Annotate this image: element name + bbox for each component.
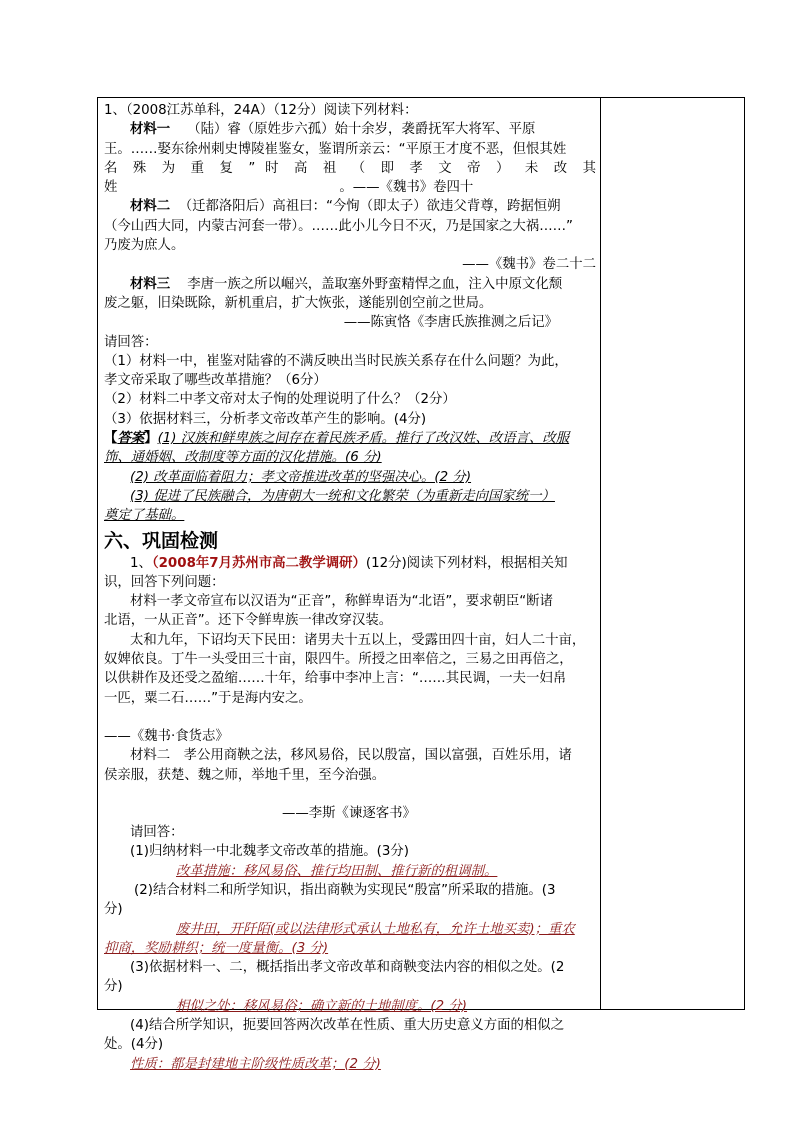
s6-sub-question-3: 分) — [104, 979, 123, 995]
material-2-label: 材料二 — [130, 199, 171, 215]
section6-question-header: 识，回答下列问题： — [104, 574, 225, 590]
material-1-source: 姓 。——《魏书》卷四十 — [104, 180, 474, 196]
answer-3: (3) 促进了民族融合，为唐朝大一统和文化繁荣（为重新走向国家统一） — [130, 488, 555, 504]
answer-1: 饰、通婚姻、改制度等方面的汉化措施。(6 分) — [104, 450, 382, 466]
answer-2: (2) 改革面临着阻力；孝文帝推进改革的坚强决心。(2 分) — [130, 469, 472, 485]
s6-sub-question-1: (1)归纳材料一中北魏孝文帝改革的措施。(3分) — [130, 844, 409, 860]
s6-answer-3: 相似之处：移风易俗；确立新的土地制度。(2 分) — [176, 998, 468, 1014]
answer-1: 【答案】(1) 汉族和鲜卑族之间存在着民族矛盾。推行了改汉姓、改语言、改服 — [104, 431, 570, 447]
section6-question-header: 1、（2008年7月苏州市高二教学调研）(12分)阅读下列材料，根据相关知 — [130, 555, 568, 571]
s6-material-2-line: 侯亲服，获楚、魏之师，举地千里，至今治强。 — [104, 767, 386, 783]
s6-sub-question-3: (3)依据材料一、二，概括指出孝文帝改革和商鞅变法内容的相似之处。(2 — [130, 960, 565, 976]
side-column-empty — [601, 98, 744, 1009]
s6-ask-prompt: 请回答： — [130, 825, 184, 841]
s6-answer-4: 性质：都是封建地主阶级性质改革；(2 分) — [130, 1056, 381, 1072]
answer-label: 答案 — [117, 431, 145, 447]
material-1-line: 材料一 （陆）睿（原姓步六孤）始十余岁，袭爵抚军大将军、平原 — [130, 122, 536, 138]
s6-material-1-line: 太和九年，下诏均天下民田：诸男夫十五以上，受露田四十亩，妇人二十亩， — [130, 632, 586, 648]
s6-sub-question-2: 分) — [104, 902, 123, 918]
s6-material-2-source: ——李斯《谏逐客书》 — [282, 805, 416, 821]
sub-question-1: 孝文帝采取了哪些改革措施？（6分） — [104, 373, 327, 389]
s6-answer-1: 改革措施：移风易俗、推行均田制、推行新的租调制。 — [176, 863, 498, 879]
s6-sub-question-4: (4)结合所学知识，扼要回答两次改革在性质、重大历史意义方面的相似之 — [130, 1018, 565, 1034]
ask-prompt: 请回答： — [104, 334, 158, 350]
question-1-header: 1、（2008江苏单科，24A）（12分）阅读下列材料： — [104, 103, 418, 118]
material-2-line: （今山西大同，内蒙古河套一带）。……此小儿今日不灭，乃是国家之大祸……” — [104, 218, 573, 234]
material-1-line: 名 殊 为 重 复 ” 时 高 祖 （ 即 孝 文 帝 ） 未 改 其 — [104, 160, 596, 176]
material-1-label: 材料一 — [130, 122, 171, 138]
document-table — [97, 97, 745, 1072]
sub-question-2: （2）材料二中孝文帝对太子恂的处理说明了什么？（2分） — [104, 392, 456, 408]
s6-answer-2: 废井田，开阡陌(或以法律形式承认土地私有，允许土地买卖)；重农 — [176, 921, 575, 937]
s6-material-2-line: 材料二 孝公用商鞅之法，移风易俗，民以殷富，国以富强，百姓乐用，诸 — [130, 748, 572, 764]
s6-material-1-line: 奴婢依良。丁牛一头受田三十亩，限四牛。所授之田率倍之，三易之田再倍之， — [104, 652, 573, 668]
material-3-source: ——陈寅恪《李唐氏族推测之后记》 — [343, 315, 558, 331]
material-3-line: 废之躯，旧染既除，新机重启，扩大恢张，遂能别创空前之世局。 — [104, 295, 493, 311]
s6-material-1-line: 以供耕作及还受之盈缩……十年，给事中李冲上言：“……其民调，一夫一妇帛 — [104, 671, 567, 687]
material-2-source: ——《魏书》卷二十二 — [462, 257, 596, 273]
s6-sub-question-4: 处。(4分) — [104, 1037, 164, 1053]
material-3-label: 材料三 — [130, 276, 171, 292]
material-3-line: 材料三 李唐一族之所以崛兴，盖取塞外野蛮精悍之血，注入中原文化颓 — [130, 276, 563, 292]
s6-sub-question-2: (2)结合材料二和所学知识，指出商鞅为实现民“殷富”所采取的措施。(3 — [134, 882, 556, 898]
s6-answer-2: 抑商，奖励耕织；统一度量衡。(3 分) — [104, 940, 329, 956]
material-2-line: 材料二 （迁都洛阳后）高祖曰：“今恂（即太子）欲违父背尊，跨据恒朔 — [130, 199, 561, 215]
s6-material-1-source: ——《魏书·食货志》 — [104, 728, 229, 744]
s6-material-1-line: 材料一孝文帝宣布以汉语为“正音”，称鲜卑语为“北语”，要求朝臣“断诸 — [130, 594, 554, 610]
s6-material-1-line: 一匹，粟二石……”于是海内安之。 — [104, 690, 312, 706]
material-2-line: 乃废为庶人。 — [104, 238, 185, 254]
main-content — [104, 101, 596, 1074]
material-1-line: 王。……娶东徐州刺史博陵崔鉴女，鉴谓所亲云：“平原王才度不恶，但恨其姓 — [104, 141, 567, 157]
s6-material-1-line: 北语，一从正音”。还下令鲜卑族一律改穿汉装。 — [104, 613, 393, 629]
sub-question-1: （1）材料一中，崔鉴对陆睿的不满反映出当时民族关系存在什么问题？为此， — [104, 353, 568, 369]
sub-question-3: （3）依据材料三，分析孝文帝改革产生的影响。(4分) — [104, 411, 427, 427]
section-heading: 六、巩固检测 — [104, 529, 219, 552]
main-column — [98, 98, 601, 1072]
question-source: （2008年7月苏州市高二教学调研） — [151, 555, 366, 571]
answer-3: 奠定了基础。 — [104, 508, 185, 524]
